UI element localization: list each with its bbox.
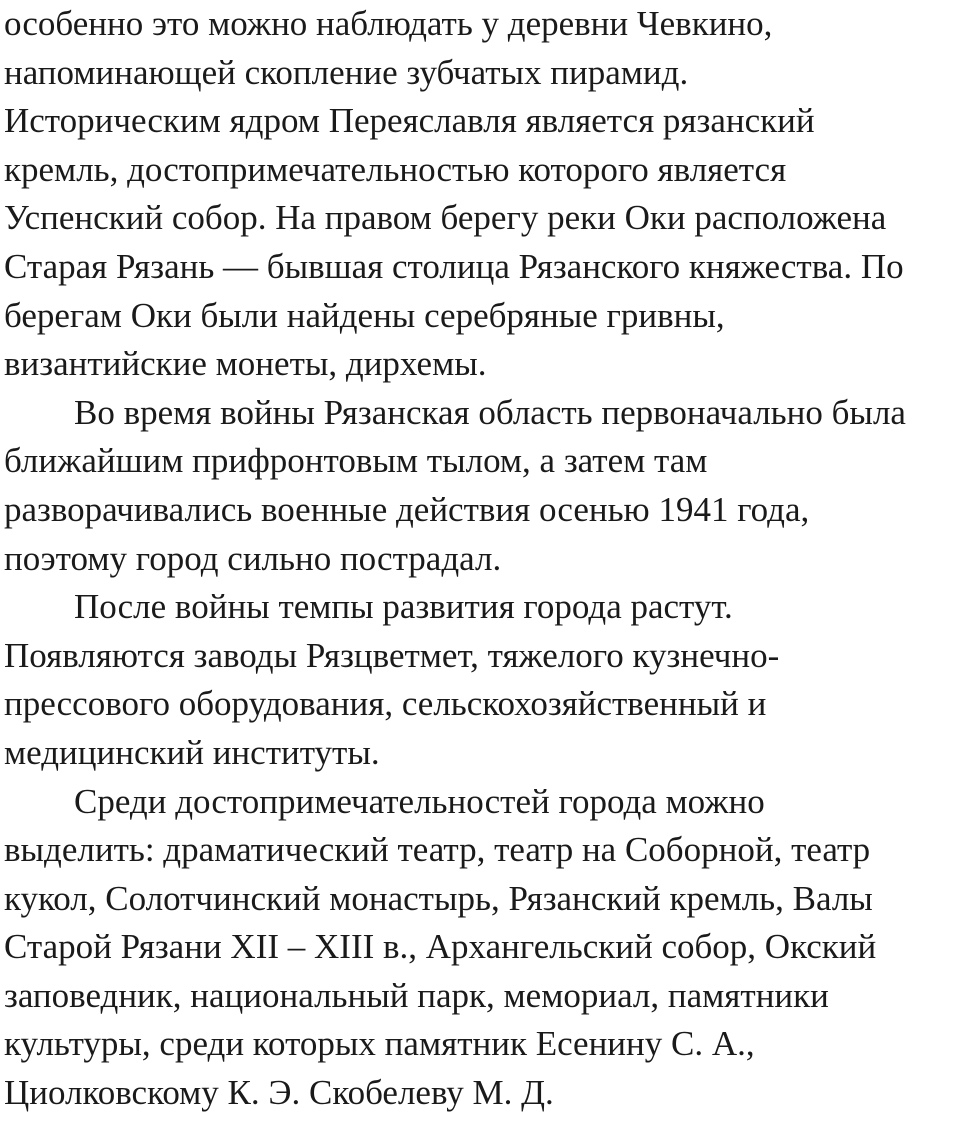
text-line: разворачивались военные действия осенью 1941 года, (4, 489, 810, 529)
text-line: прессового оборудования, сельскохозяйственный и (4, 684, 767, 724)
text-line: кремль, достопримечательностью которого является (4, 149, 787, 189)
text-line: ближайшим прифронтовым тылом, а затем там (4, 441, 708, 481)
paragraph-3 (4, 583, 960, 777)
text-line: После войны темпы развития города растут. (74, 587, 733, 627)
text-line: Старой Рязани XII – XIII в., Архангельский собор, Окский (4, 927, 877, 967)
text-line: Старая Рязань — бывшая столица Рязанского княжества. По (4, 246, 904, 286)
paragraph-4 (4, 778, 960, 1118)
text-line: Во время войны Рязанская область первоначально была (74, 392, 906, 432)
text-line: Среди достопримечательностей города можно (74, 781, 765, 821)
text-line: Циолковскому К. Э. Скобелеву М. Д. (4, 1073, 554, 1113)
text-line: кукол, Солотчинский монастырь, Рязанский кремль, Валы (4, 878, 873, 918)
paragraph-1 (4, 0, 960, 389)
text-line: выделить: драматический театр, театр на Соборной, театр (4, 830, 871, 870)
text-line: византийские монеты, дирхемы. (4, 344, 487, 384)
paragraph-2 (4, 389, 960, 583)
text-line: напоминающей скопление зубчатых пирамид. (4, 52, 689, 92)
text-line: Историческим ядром Переяславля является рязанский (4, 101, 815, 141)
text-line: Успенский собор. На правом берегу реки Оки расположена (4, 198, 887, 238)
text-line: берегам Оки были найдены серебряные гривны, (4, 295, 725, 335)
text-line: поэтому город сильно пострадал. (4, 538, 502, 578)
text-line: особенно это можно наблюдать у деревни Чевкино, (4, 4, 773, 43)
text-line: медицинский институты. (4, 732, 380, 772)
text-line: заповедник, национальный парк, мемориал, памятники (4, 975, 829, 1015)
text-line: культуры, среди которых памятник Есенину С. А., (4, 1024, 755, 1064)
text-line: Появляются заводы Рязцветмет, тяжелого кузнечно- (4, 635, 780, 675)
